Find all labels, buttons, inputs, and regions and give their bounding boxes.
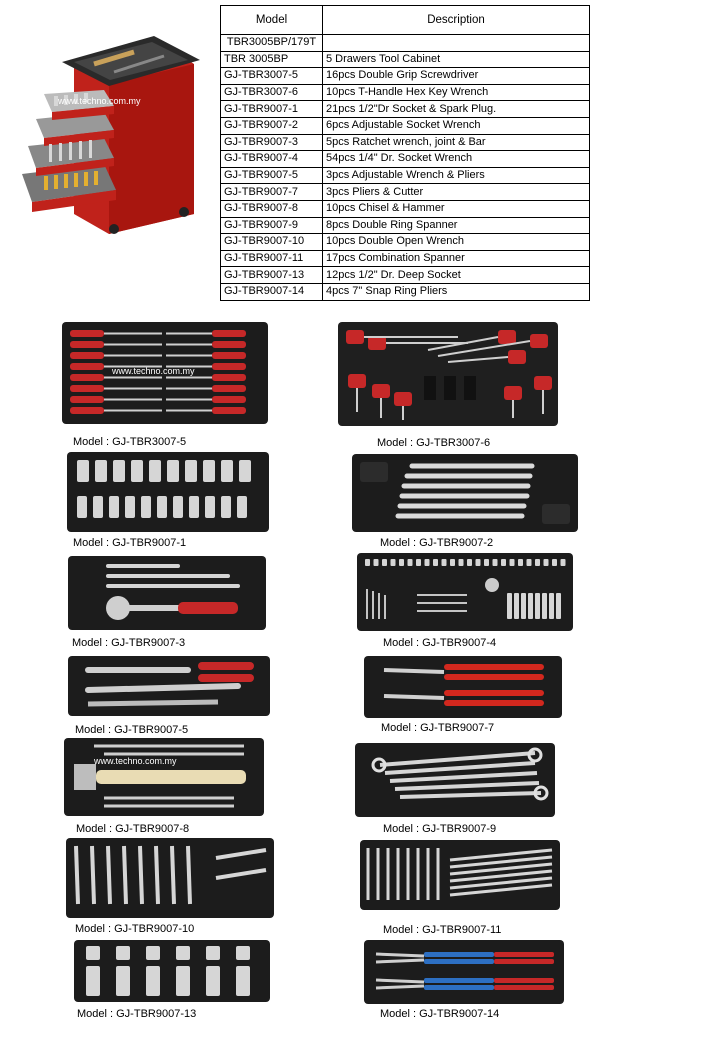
cell-description: 21pcs 1/2"Dr Socket & Spark Plug. <box>323 101 590 118</box>
cell-description: 6pcs Adjustable Socket Wrench <box>323 117 590 134</box>
caption-tray-11: Model : GJ-TBR9007-10 <box>75 923 195 935</box>
cell-model: GJ-TBR9007-1 <box>221 101 323 118</box>
caption-tray-12: Model : GJ-TBR9007-11 <box>383 924 502 936</box>
tray-adjustable-wrench-pliers-image <box>68 656 270 716</box>
header-description: Description <box>323 6 590 35</box>
tray-quarter-socket-image <box>357 553 573 631</box>
tray-open-wrench-image <box>66 838 274 918</box>
watermark-text: www.techno.com.my <box>58 96 141 106</box>
caption-tray-7: Model : GJ-TBR9007-5 <box>75 724 189 736</box>
cell-model: GJ-TBR3007-6 <box>221 84 323 101</box>
cell-description: 16pcs Double Grip Screwdriver <box>323 68 590 85</box>
cell-description: 5 Drawers Tool Cabinet <box>323 51 590 68</box>
caption-tray-9: Model : GJ-TBR9007-8 <box>76 823 190 835</box>
cell-description: 54pcs 1/4" Dr. Socket Wrench <box>323 151 590 168</box>
cell-model: GJ-TBR9007-2 <box>221 117 323 134</box>
table-subheader-row <box>221 35 590 52</box>
tray-combination-spanner-image <box>360 840 560 910</box>
tray-snap-ring-pliers-image <box>364 940 564 1004</box>
tool-cabinet-image <box>14 24 210 234</box>
table-row <box>221 167 590 184</box>
caption-tray-6: Model : GJ-TBR9007-4 <box>383 637 497 649</box>
table-row <box>221 51 590 68</box>
cell-description: 8pcs Double Ring Spanner <box>323 217 590 234</box>
cell-description: 17pcs Combination Spanner <box>323 250 590 267</box>
tray-ring-spanner-image <box>355 743 555 817</box>
cell-model: GJ-TBR9007-14 <box>221 283 323 300</box>
tray-adjustable-socket-wrench-image <box>352 454 578 532</box>
table-row <box>221 134 590 151</box>
tray-pliers-cutter-image <box>364 656 562 718</box>
tray-sockets-image <box>67 452 269 532</box>
caption-tray-2: Model : GJ-TBR3007-6 <box>377 437 491 449</box>
caption-tray-14: Model : GJ-TBR9007-14 <box>380 1008 500 1020</box>
cell-description: 10pcs Chisel & Hammer <box>323 200 590 217</box>
cell-description: 4pcs 7" Snap Ring Pliers <box>323 283 590 300</box>
cell-model: GJ-TBR9007-3 <box>221 134 323 151</box>
watermark-text: www.techno.com.my <box>112 366 195 376</box>
table-row <box>221 200 590 217</box>
table-row <box>221 68 590 85</box>
spec-table <box>220 5 590 301</box>
tray-ratchet-image <box>68 556 266 630</box>
cell-model: GJ-TBR9007-13 <box>221 267 323 284</box>
cell-model: GJ-TBR9007-11 <box>221 250 323 267</box>
caption-tray-1: Model : GJ-TBR3007-5 <box>73 436 187 448</box>
cell-description: 5pcs Ratchet wrench, joint & Bar <box>323 134 590 151</box>
table-row <box>221 250 590 267</box>
cell-model: GJ-TBR9007-5 <box>221 167 323 184</box>
cell-description: 10pcs T-Handle Hex Key Wrench <box>323 84 590 101</box>
tray-chisel-hammer-image <box>64 738 264 816</box>
watermark-text: www.techno.com.my <box>94 756 177 766</box>
cell-model: TBR 3005BP <box>221 51 323 68</box>
caption-tray-8: Model : GJ-TBR9007-7 <box>381 722 495 734</box>
caption-tray-3: Model : GJ-TBR9007-1 <box>73 537 187 549</box>
cell-model: GJ-TBR9007-10 <box>221 234 323 251</box>
header-model: Model <box>221 6 323 35</box>
cell-model: GJ-TBR9007-7 <box>221 184 323 201</box>
table-row <box>221 217 590 234</box>
caption-tray-10: Model : GJ-TBR9007-9 <box>383 823 497 835</box>
cell-model: GJ-TBR9007-8 <box>221 200 323 217</box>
table-row <box>221 184 590 201</box>
table-row <box>221 101 590 118</box>
table-row <box>221 151 590 168</box>
table-row <box>221 234 590 251</box>
tray-hex-keys-image <box>338 322 558 426</box>
table-row <box>221 267 590 284</box>
caption-tray-5: Model : GJ-TBR9007-3 <box>72 637 186 649</box>
tray-screwdrivers-image <box>62 322 268 424</box>
cell-model: GJ-TBR9007-9 <box>221 217 323 234</box>
cell-model: GJ-TBR9007-4 <box>221 151 323 168</box>
cell-model: GJ-TBR3007-5 <box>221 68 323 85</box>
cell-description: 3pcs Adjustable Wrench & Pliers <box>323 167 590 184</box>
caption-tray-4: Model : GJ-TBR9007-2 <box>380 537 494 549</box>
table-row <box>221 117 590 134</box>
table-header-row <box>221 6 590 35</box>
caption-tray-13: Model : GJ-TBR9007-13 <box>77 1008 197 1020</box>
cell-description: 12pcs 1/2" Dr. Deep Socket <box>323 267 590 284</box>
subheader-model: TBR3005BP/179T <box>221 35 323 52</box>
table-row <box>221 84 590 101</box>
subheader-empty <box>323 35 590 52</box>
tray-deep-socket-image <box>74 940 270 1002</box>
cell-description: 3pcs Pliers & Cutter <box>323 184 590 201</box>
table-row <box>221 283 590 300</box>
cell-description: 10pcs Double Open Wrench <box>323 234 590 251</box>
